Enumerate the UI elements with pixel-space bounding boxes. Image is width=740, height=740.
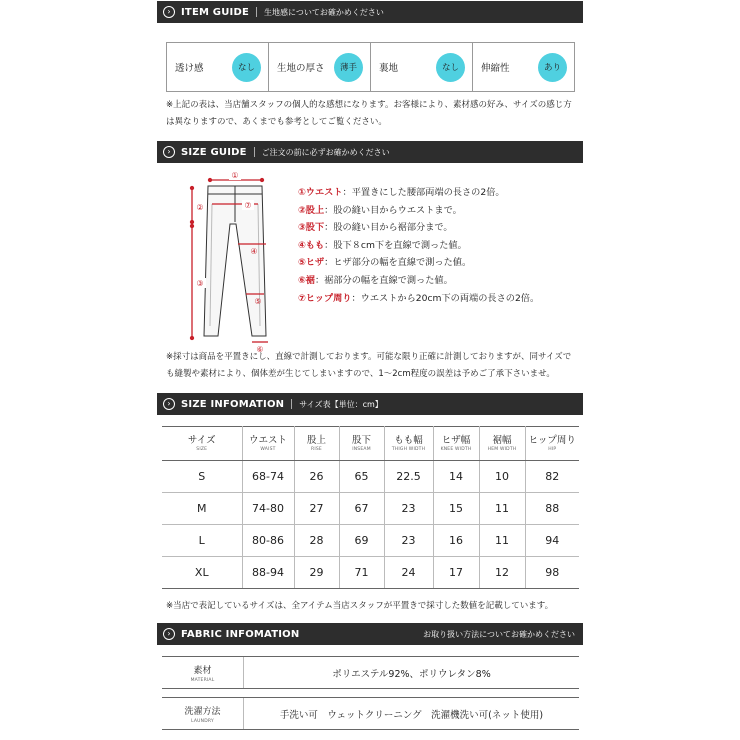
diagram-number: ⑦	[244, 201, 252, 210]
chevron-right-circle-icon: ›	[163, 398, 175, 410]
size-table	[162, 426, 579, 589]
table-cell: XL	[162, 557, 242, 589]
table-row	[162, 493, 579, 525]
table-cell: M	[162, 493, 242, 525]
guide-label: 生地の厚さ	[277, 63, 325, 74]
guide-cell-lining	[371, 43, 473, 91]
diagram-number: ④	[250, 247, 258, 256]
column-header: 股下 INSEAM	[339, 427, 384, 461]
table-cell: 69	[339, 525, 384, 557]
fabric-label: 素材 MATERIAL	[162, 657, 244, 688]
size-info-note: ※当店で表記しているサイズは、全アイテム当店スタッフが平置きで採寸した数値を記載しています。	[166, 601, 554, 611]
chevron-right-circle-icon: ›	[163, 146, 175, 158]
table-cell: 15	[433, 493, 479, 525]
fabric-value: 手洗い可 ウェットクリーニング 洗濯機洗い可(ネット使用)	[279, 709, 544, 721]
guide-cell-transparency	[167, 43, 269, 91]
item-guide-title: ITEM GUIDE	[181, 6, 249, 18]
note-line: ※上記の表は、当店舗スタッフの個人的な感想になります。お客様により、素材感の好み、サイズの感じ方	[166, 100, 572, 110]
measurement-item: ②股上：股の縫い目からウエストまで。	[298, 204, 462, 216]
note-line: ※採寸は商品を平置きにし、直線で計測しております。可能な限り正確に計測しておりますが、同サイズで	[166, 352, 572, 362]
column-header: 裾幅 HEM WIDTH	[479, 427, 525, 461]
guide-label: 透け感	[175, 63, 204, 74]
table-cell: 22.5	[384, 461, 433, 493]
table-cell: 74-80	[242, 493, 294, 525]
column-header: 股上 RISE	[294, 427, 339, 461]
table-row	[162, 461, 579, 493]
item-guide-note	[166, 97, 582, 131]
table-cell: 11	[479, 525, 525, 557]
measurement-item: ①ウエスト：平置きにした腰部両端の長さの2倍。	[298, 187, 505, 198]
diagram-number: ①	[231, 171, 239, 180]
table-cell: 23	[384, 525, 433, 557]
column-header: サイズ SIZE	[162, 427, 242, 461]
size-guide-header	[157, 141, 583, 163]
measurement-item: ⑤ヒザ：ヒザ部分の幅を直線で測った値。	[298, 257, 472, 269]
table-cell: 14	[433, 461, 479, 493]
column-header: もも幅 THIGH WIDTH	[384, 427, 433, 461]
diagram-number: ⑥	[256, 345, 264, 354]
diagram-number: ②	[196, 203, 204, 212]
fabric-info-right-text: お取り扱い方法についてお確かめください	[423, 629, 575, 639]
measurement-item: ⑥裾：裾部分の幅を直線で測った値。	[298, 274, 453, 286]
divider	[256, 7, 257, 17]
pants-diagram	[180, 166, 288, 356]
fabric-info-title: FABRIC INFOMATION	[181, 628, 300, 640]
table-cell: 82	[525, 461, 579, 493]
column-header: ヒップ周り HIP	[525, 427, 579, 461]
table-cell: 17	[433, 557, 479, 589]
item-guide-subtitle: 生地感についてお確かめください	[264, 7, 384, 17]
table-cell: 28	[294, 525, 339, 557]
divider	[254, 147, 255, 157]
column-header: ヒザ幅 KNEE WIDTH	[433, 427, 479, 461]
table-cell: 12	[479, 557, 525, 589]
table-cell: 10	[479, 461, 525, 493]
table-cell: 88	[525, 493, 579, 525]
measurement-item: ③股下：股の縫い目から裾部分まで。	[298, 222, 453, 234]
size-info-header	[157, 393, 583, 415]
table-cell: 98	[525, 557, 579, 589]
size-guide-title: SIZE GUIDE	[181, 146, 247, 158]
size-info-title: SIZE INFOMATION	[181, 398, 285, 410]
fabric-row-material	[162, 656, 579, 689]
table-cell: 80-86	[242, 525, 294, 557]
note-line: は異なりますので、あくまでも参考としてご覧ください。	[166, 117, 387, 127]
table-cell: 29	[294, 557, 339, 589]
measurement-list	[298, 184, 539, 307]
guide-cell-thickness	[269, 43, 371, 91]
table-cell: 23	[384, 493, 433, 525]
table-row	[162, 525, 579, 557]
chevron-right-circle-icon: ›	[163, 6, 175, 18]
table-cell: 71	[339, 557, 384, 589]
guide-value-badge: なし	[232, 53, 261, 82]
fabric-value: ポリエステル92%、ポリウレタン8%	[332, 668, 491, 680]
fabric-row-laundry	[162, 697, 579, 730]
guide-label: 伸縮性	[481, 63, 510, 74]
measurement-item: ⑦ヒップ周り：ウエストから20cm下の両端の長さの2倍。	[298, 292, 540, 304]
column-header: ウエスト WAIST	[242, 427, 294, 461]
measurement-item: ④もも：股下８cm下を直線で測った値。	[298, 239, 467, 251]
guide-value-badge: なし	[436, 53, 465, 82]
table-cell: L	[162, 525, 242, 557]
pants-outline	[204, 186, 266, 336]
size-guide-subtitle: ご注文の前に必ずお確かめください	[261, 147, 390, 157]
diagram-number: ⑤	[254, 297, 262, 306]
size-info-subtitle: サイズ表【単位：cm】	[299, 399, 383, 409]
chevron-right-circle-icon: ›	[163, 628, 175, 640]
table-cell: 65	[339, 461, 384, 493]
size-guide-note	[166, 349, 582, 383]
diagram-number: ③	[196, 279, 204, 288]
guide-label: 裏地	[379, 63, 399, 74]
table-cell: 26	[294, 461, 339, 493]
guide-value-badge: あり	[538, 53, 567, 82]
guide-value-badge: 薄手	[334, 53, 363, 82]
table-cell: 68-74	[242, 461, 294, 493]
divider	[291, 399, 292, 409]
table-header-row	[162, 427, 579, 461]
table-cell: 16	[433, 525, 479, 557]
table-cell: 27	[294, 493, 339, 525]
table-cell: S	[162, 461, 242, 493]
table-row	[162, 557, 579, 589]
fabric-info-header	[157, 623, 583, 645]
item-guide-table	[166, 42, 575, 92]
note-line: も縫製や素材により、個体差が生じてしまいますので、1〜2cm程度の誤差は予めご了承下さいませ。	[166, 369, 555, 379]
table-cell: 11	[479, 493, 525, 525]
table-cell: 94	[525, 525, 579, 557]
table-cell: 67	[339, 493, 384, 525]
table-cell: 88-94	[242, 557, 294, 589]
fabric-label: 洗濯方法 LAUNDRY	[162, 698, 244, 729]
item-guide-header	[157, 1, 583, 23]
table-cell: 24	[384, 557, 433, 589]
guide-cell-stretch	[473, 43, 574, 91]
